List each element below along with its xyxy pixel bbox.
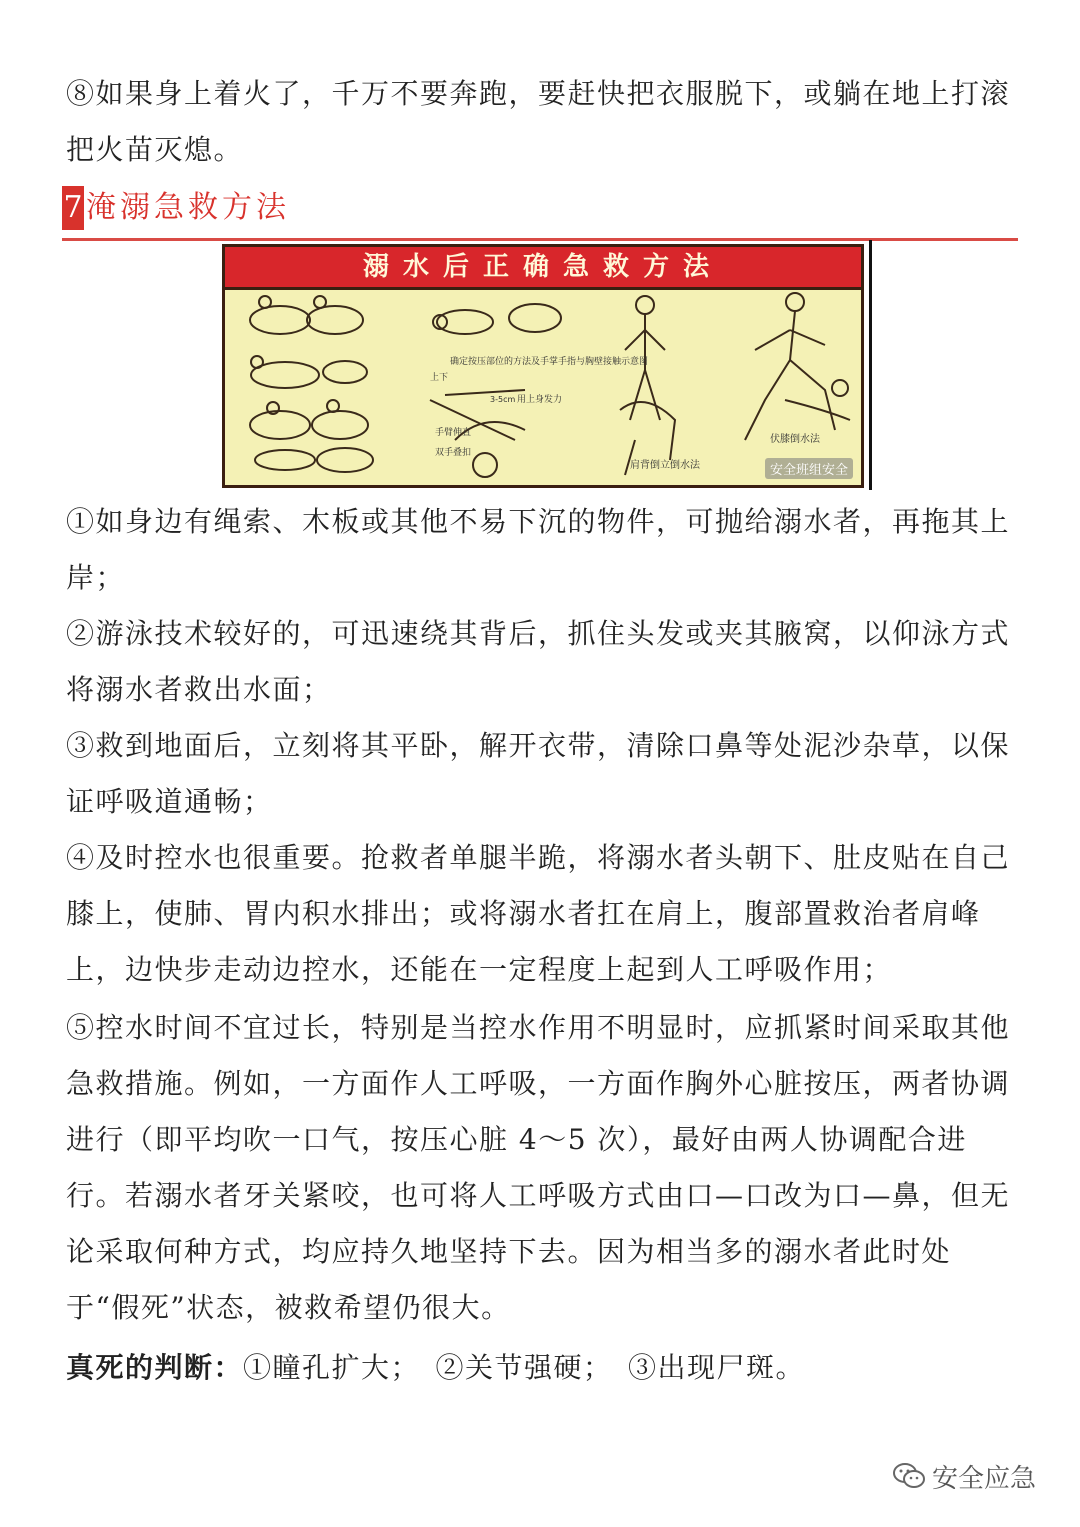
death-signs-line [66,1340,1016,1396]
caption-depth: 3-5cm [490,395,516,404]
account-signature [892,1456,1036,1496]
wechat-icon [892,1461,926,1491]
paragraph-rescue-3: ③救到地面后，立刻将其平卧，解开衣带，清除口鼻等处泥沙杂草，以保证呼吸道通畅； [66,729,1011,818]
illustration-drawings [225,290,861,485]
paragraph-rescue-1: ①如身边有绳索、木板或其他不易下沉的物件，可抛给溺水者，再拖其上岸； [66,505,1011,594]
paragraph-fire-8: ⑧如果身上着火了，千万不要奔跑，要赶快把衣服脱下，或躺在地上打滚把火苗灭熄。 [66,77,1011,166]
rescue-illustration [222,244,864,488]
caption-up-down: 上下 [430,373,449,383]
paragraph-rescue-2: ②游泳技术较好的，可迅速绕其背后，抓住头发或夹其腋窝，以仰泳方式将溺水者救出水面； [66,617,1011,706]
death-signs-list: ①瞳孔扩大； ②关节强硬； ③出现尸斑。 [243,1351,806,1384]
paragraph-rescue-5: ⑤控水时间不宜过长，特别是当控水作用不明显时，应抓紧时间采取其他急救措施。例如，一方面作人工呼吸，一方面作胸外心脏按压，两者协调进行（即平均吹一口气，按压心脏 4～5 次），最好由两人协调配合进行。若溺水者牙关紧咬，也可将人工呼吸方式由口—口改为口—鼻，但无论采取何种方式，均应持久地坚持下去。因为相当多的溺水者此时处于“假死”状态，被救希望仍很大。 [66,1011,1011,1324]
caption-shoulder-method: 肩背倒立倒水法 [630,460,700,471]
paragraph-rescue-4: ④及时控水也很重要。抢救者单腿半跪，将溺水者头朝下、肚皮贴在自己膝上，使肺、胃内积水排出；或将溺水者扛在肩上，腹部置救治者肩峰上，边快步走动边控水，还能在一定程度上起到人工呼吸作用； [66,841,1011,986]
caption-arm-straight: 手臂伸直 [435,428,472,438]
image-watermark: 安全班组安全 [765,458,853,479]
signature-text: 安全应急 [932,1463,1037,1494]
section-number: 7 [62,186,84,230]
caption-hands: 双手叠扣 [435,448,472,458]
death-signs-label: 真死的判断： [66,1351,244,1384]
caption-knee-method: 伏膝倒水法 [770,434,820,445]
section-title: 淹溺急救方法 [86,190,290,225]
caption-upper-body: 用上身发力 [517,395,563,405]
illustration-banner: 溺水后正确急救方法 [225,247,861,290]
figure-border-line [869,240,872,490]
caption-chest-press: 确定按压部位的方法及手掌手指与胸壁接触示意图 [450,357,649,367]
section-heading [62,182,1018,241]
